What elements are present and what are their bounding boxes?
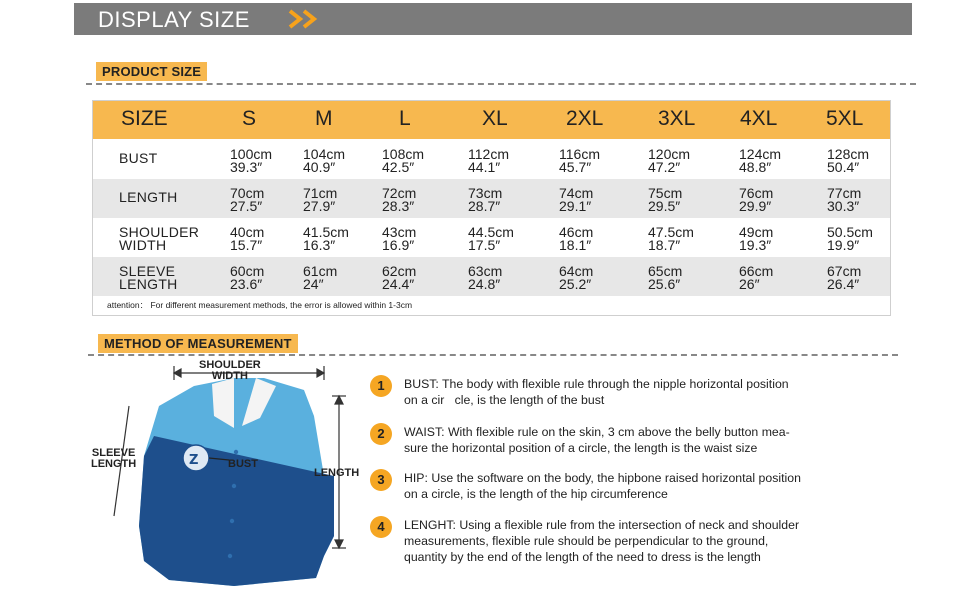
size-cell	[827, 265, 861, 291]
cm-value: 74cm	[559, 185, 594, 201]
cm-value: 116cm	[559, 146, 600, 162]
size-header-xl: XL	[482, 107, 508, 130]
inch-value: 27.9″	[303, 198, 336, 214]
instruction-line: WAIST: With flexible rule on the skin, 3 cm above the belly button mea-	[404, 425, 790, 439]
measurement-note: attention： For different measurement methods, the error is allowed within 1-3cm	[107, 300, 413, 310]
cm-value: 64cm	[559, 263, 594, 279]
inch-value: 44.1″	[468, 159, 501, 175]
instruction-line: quantity by the end of the length of the need to dress is the length	[404, 550, 761, 564]
size-table	[92, 100, 891, 316]
inch-value: 16.3″	[303, 237, 336, 253]
size-cell	[739, 265, 773, 291]
cm-value: 72cm	[382, 185, 417, 201]
size-cell	[303, 148, 345, 174]
cm-value: 65cm	[648, 263, 683, 279]
cm-value: 44.5cm	[468, 224, 514, 240]
inch-value: 16.9″	[382, 237, 415, 253]
table-row	[93, 140, 890, 179]
size-header-2xl: 2XL	[566, 107, 604, 130]
cm-value: 47.5cm	[648, 224, 694, 240]
size-table-header	[93, 101, 890, 139]
cm-value: 71cm	[303, 185, 338, 201]
inch-value: 25.2″	[559, 276, 592, 292]
cm-value: 67cm	[827, 263, 862, 279]
cm-value: 66cm	[739, 263, 774, 279]
size-cell	[382, 187, 416, 213]
size-cell	[827, 148, 869, 174]
cm-value: 75cm	[648, 185, 683, 201]
cm-value: 100cm	[230, 146, 273, 162]
measurement-instruction	[404, 517, 799, 565]
cm-value: 50.5cm	[827, 224, 873, 240]
size-cell	[559, 148, 600, 174]
measurement-instruction	[404, 376, 789, 408]
size-cell	[648, 148, 690, 174]
inch-value: 28.3″	[382, 198, 415, 214]
inch-value: 23.6″	[230, 276, 263, 292]
step-number-badge: 1	[370, 375, 392, 397]
size-cell	[468, 226, 514, 252]
bust-label: BUST	[228, 458, 258, 470]
step-number-badge: 2	[370, 423, 392, 445]
size-header-5xl: 5XL	[826, 107, 864, 130]
size-cell	[230, 265, 264, 291]
inch-value: 26.4″	[827, 276, 860, 292]
size-header-4xl: 4XL	[740, 107, 778, 130]
size-column-header: SIZE	[121, 107, 168, 130]
inch-value: 28.7″	[468, 198, 501, 214]
table-row	[93, 179, 890, 218]
inch-value: 40.9″	[303, 159, 336, 175]
size-header-s: S	[242, 107, 257, 130]
instruction-line: LENGHT: Using a flexible rule from the intersection of neck and shoulder	[404, 518, 800, 532]
cm-value: 61cm	[303, 263, 338, 279]
inch-value: 29.9″	[739, 198, 772, 214]
inch-value: 17.5″	[468, 237, 501, 253]
size-header-m: M	[315, 107, 333, 130]
table-row	[93, 218, 890, 257]
inch-value: 42.5″	[382, 159, 415, 175]
size-cell	[303, 226, 349, 252]
size-cell	[559, 226, 593, 252]
inch-value: 47.2″	[648, 159, 681, 175]
inch-value: 19.3″	[739, 237, 772, 253]
inch-value: 30.3″	[827, 198, 860, 214]
shoulder-width-label: SHOULDER WIDTH	[199, 359, 261, 382]
cm-value: 77cm	[827, 185, 862, 201]
inch-value: 24″	[303, 276, 324, 292]
inch-value: 24.4″	[382, 276, 415, 292]
length-label: LENGTH	[314, 467, 360, 479]
size-cell	[739, 148, 781, 174]
cm-value: 112cm	[468, 146, 509, 162]
svg-text:Z: Z	[189, 453, 199, 468]
cm-value: 104cm	[303, 146, 346, 162]
instruction-line: on a cir cle, is the length of the bust	[404, 393, 605, 407]
step-number-badge: 4	[370, 516, 392, 538]
inch-value: 29.5″	[648, 198, 681, 214]
method-of-measurement-label: METHOD OF MEASUREMENT	[98, 334, 298, 353]
inch-value: 29.1″	[559, 198, 592, 214]
product-size-label: PRODUCT SIZE	[96, 62, 207, 81]
row-label: BUST	[119, 150, 158, 166]
cm-value: 49cm	[739, 224, 774, 240]
size-cell	[382, 148, 424, 174]
instruction-line: HIP: Use the software on the body, the hipbone raised horizontal position	[404, 471, 801, 485]
double-chevron-right-icon	[288, 9, 328, 29]
measurement-instruction	[404, 470, 801, 502]
page-title: DISPLAY SIZE	[98, 7, 250, 32]
cm-value: 76cm	[739, 185, 774, 201]
instruction-line: sure the horizontal position of a circle, the length is the waist size	[404, 441, 758, 455]
cm-value: 73cm	[468, 185, 503, 201]
size-cell	[230, 187, 264, 213]
inch-value: 27.5″	[230, 198, 263, 214]
inch-value: 48.8″	[739, 159, 772, 175]
size-cell	[827, 187, 861, 213]
size-cell	[648, 187, 682, 213]
cm-value: 62cm	[382, 263, 417, 279]
size-header-l: L	[399, 107, 411, 130]
size-cell	[468, 265, 502, 291]
cm-value: 120cm	[648, 146, 691, 162]
row-label: SLEEVE LENGTH	[119, 263, 178, 292]
inch-value: 45.7″	[559, 159, 592, 175]
cm-value: 128cm	[827, 146, 870, 162]
size-cell	[230, 148, 272, 174]
inch-value: 18.7″	[648, 237, 681, 253]
size-header-3xl: 3XL	[658, 107, 696, 130]
cm-value: 124cm	[739, 146, 782, 162]
section-divider	[86, 83, 916, 85]
step-number-badge: 3	[370, 469, 392, 491]
inch-value: 25.6″	[648, 276, 681, 292]
cm-value: 70cm	[230, 185, 265, 201]
cm-value: 40cm	[230, 224, 265, 240]
size-cell	[382, 265, 416, 291]
cm-value: 41.5cm	[303, 224, 349, 240]
instruction-line: on a circle, is the length of the hip circumference	[404, 487, 668, 501]
size-cell	[648, 265, 682, 291]
inch-value: 19.9″	[827, 237, 860, 253]
size-cell	[739, 226, 773, 252]
inch-value: 18.1″	[559, 237, 592, 253]
cm-value: 46cm	[559, 224, 594, 240]
size-cell	[303, 187, 337, 213]
size-cell	[230, 226, 264, 252]
instruction-line: BUST: The body with flexible rule through the nipple horizontal position	[404, 377, 789, 391]
row-label: LENGTH	[119, 189, 178, 205]
inch-value: 39.3″	[230, 159, 263, 175]
size-cell	[827, 226, 873, 252]
inch-value: 24.8″	[468, 276, 501, 292]
size-cell	[303, 265, 337, 291]
size-cell	[468, 187, 502, 213]
size-cell	[739, 187, 773, 213]
measurement-instruction	[404, 424, 790, 456]
size-cell	[559, 187, 593, 213]
size-cell	[468, 148, 509, 174]
cm-value: 108cm	[382, 146, 425, 162]
inch-value: 15.7″	[230, 237, 263, 253]
cm-value: 63cm	[468, 263, 503, 279]
instruction-line: measurements, flexible rule should be perpendicular to the ground,	[404, 534, 769, 548]
size-cell	[382, 226, 416, 252]
size-cell	[648, 226, 694, 252]
size-cell	[559, 265, 593, 291]
display-size-banner	[74, 3, 912, 35]
cm-value: 43cm	[382, 224, 417, 240]
inch-value: 50.4″	[827, 159, 860, 175]
inch-value: 26″	[739, 276, 760, 292]
row-label: SHOULDER WIDTH	[119, 224, 200, 253]
cm-value: 60cm	[230, 263, 265, 279]
table-row	[93, 257, 890, 296]
sleeve-length-label: SLEEVE LENGTH	[91, 447, 137, 470]
